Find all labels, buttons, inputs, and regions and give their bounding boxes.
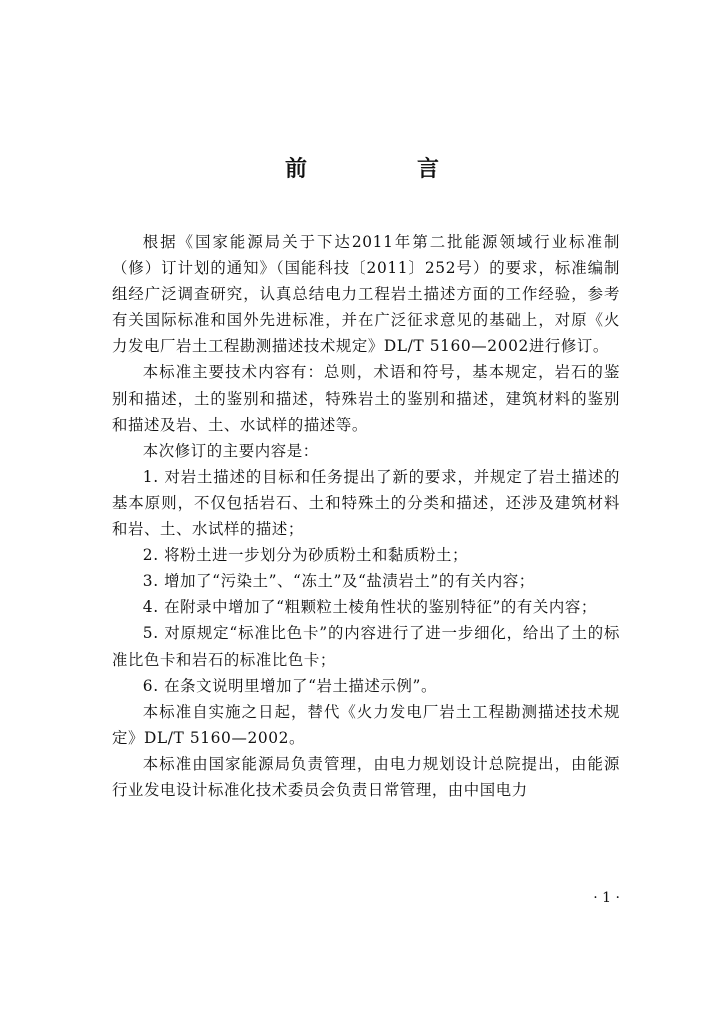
page-title: 前 言 (284, 157, 483, 182)
paragraph-revision-basis: 根据《国家能源局关于下达2011年第二批能源领域行业标准制（修）订计划的通知》（国能科技〔2011〕252号）的要求，标准编制组经广泛调查研究，认真总结电力工程岩土描述方面的工作经验，参考有关国际标准和国外先进标准，并在广泛征求意见的基础上，对原《火力发电厂岩土工程勘测描述技术规定》DL/T 5160—2002进行修订。 (112, 233, 620, 356)
paragraph-replacement: 本标准自实施之日起，替代《火力发电厂岩土工程勘测描述技术规定》DL/T 5160—2002。 (112, 702, 620, 747)
paragraph-item-5: 5. 对原规定“标准比色卡”的内容进行了进一步细化，给出了土的标准比色卡和岩石的标准比色卡； (112, 624, 620, 669)
page-number: · 1 · (593, 890, 620, 906)
paragraph-main-content: 本标准主要技术内容有：总则，术语和符号，基本规定，岩石的鉴别和描述，土的鉴别和描述，特殊岩土的鉴别和描述，建筑材料的鉴别和描述及岩、土、水试样的描述等。 (112, 363, 620, 434)
paragraph-item-2: 2. 将粉土进一步划分为砂质粉土和黏质粉土； (142, 546, 468, 565)
paragraph-revision-intro: 本次修订的主要内容是： (142, 441, 319, 460)
paragraph-item-4: 4. 在附录中增加了“粗颗粒土棱角性状的鉴别特征”的有关内容； (142, 598, 597, 617)
paragraph-item-6: 6. 在条文说明里增加了“岩土描述示例”。 (142, 676, 437, 695)
body-text (112, 229, 620, 803)
paragraph-management: 本标准由国家能源局负责管理，由电力规划设计总院提出，由能源行业发电设计标准化技术委员会负责日常管理，由中国电力 (112, 754, 620, 799)
paragraph-item-3: 3. 增加了“污染土”、“冻土”及“盐渍岩土”的有关内容； (142, 572, 535, 591)
paragraph-item-1: 1. 对岩土描述的目标和任务提出了新的要求，并规定了岩土描述的基本原则，不仅包括岩石、土和特殊土的分类和描述，还涉及建筑材料和岩、土、水试样的描述； (112, 467, 620, 539)
